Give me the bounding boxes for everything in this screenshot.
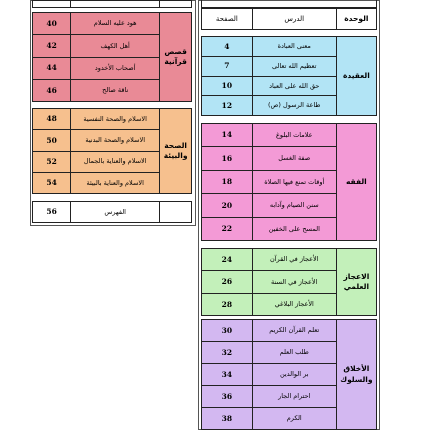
table-row: [33, 13, 192, 35]
page-cell: 54: [33, 172, 71, 193]
page-cell: 38: [202, 408, 253, 430]
page-cell: 30: [202, 320, 253, 342]
lesson-cell: علامات البلوغ: [252, 124, 336, 147]
lesson-cell: حق الله على العباد: [252, 76, 336, 96]
page-cell: 28: [202, 293, 253, 315]
lesson-cell: طلب العلم: [252, 342, 336, 364]
unit-cell: قصص قرآنية: [160, 13, 192, 102]
table-row: [202, 249, 377, 271]
lesson-cell: المسح على الخفين: [252, 217, 336, 240]
table-row: [33, 109, 192, 130]
lesson-cell: الاسلام والصحة النفسية: [71, 109, 160, 130]
lesson-cell: أوقات تمنع فيها الصلاة: [252, 170, 336, 193]
lesson-cell: الاسلام والعناية بالبيئة: [71, 172, 160, 193]
page-cell: 50: [33, 130, 71, 151]
page-cell: 34: [202, 364, 253, 386]
page-cell: 10: [202, 76, 253, 96]
unit-cell: الصحة والبيئة: [160, 109, 192, 194]
lesson-cell: هود عليه السلام: [71, 13, 160, 35]
page-cell: 14: [202, 124, 253, 147]
unit-cell: [160, 202, 192, 223]
page-cell: 7: [202, 56, 253, 76]
lesson-cell: طاعة الرسول (ص): [252, 96, 336, 116]
section-fiqh: [201, 123, 377, 241]
right-header: [201, 8, 377, 30]
lesson-cell: بر الوالدين: [252, 364, 336, 386]
section-index: [32, 201, 192, 223]
lesson-cell: أهل الكهف: [71, 35, 160, 57]
lesson-cell: صفة الغسل: [252, 147, 336, 170]
lesson-cell: تعظيم الله تعالى: [252, 56, 336, 76]
lesson-cell: ناقة صالح: [71, 79, 160, 101]
section-qasas: [32, 12, 192, 102]
table-row: [202, 320, 377, 342]
unit-cell: الاعجاز العلمي: [336, 249, 376, 316]
lesson-cell: أصحاب الأخدود: [71, 57, 160, 79]
lesson-cell: الأعجاز البلاغي: [252, 293, 336, 315]
lesson-cell: تعلم القرآن الكريم: [252, 320, 336, 342]
page-cell: 42: [33, 35, 71, 57]
page-cell: 52: [33, 151, 71, 172]
page-cell: 44: [33, 57, 71, 79]
table-row: [202, 37, 377, 57]
lesson-cell: الأعجاز في السنة: [252, 271, 336, 293]
page-cell: 4: [202, 37, 253, 57]
section-ijaz: [201, 248, 377, 316]
table-row: [202, 124, 377, 147]
page-cell: 16: [202, 147, 253, 170]
lesson-cell: معنى العبادة: [252, 37, 336, 57]
page-cell: 26: [202, 271, 253, 293]
header-page: الصفحة: [202, 9, 253, 30]
page-cell: 40: [33, 13, 71, 35]
header-lesson: الدرس: [252, 9, 336, 30]
unit-cell: العقيدة: [336, 37, 376, 116]
lesson-cell: سنن الصيام وآدابه: [252, 194, 336, 217]
section-akhlaq: [201, 319, 377, 430]
header-cut-row: [201, 0, 377, 8]
page-cell: 22: [202, 217, 253, 240]
unit-cell: الفقه: [336, 124, 376, 241]
page-cell: 46: [33, 79, 71, 101]
unit-cell: الأخلاق والسلوك: [336, 320, 376, 430]
header-unit: الوحدة: [336, 9, 376, 30]
page-cell: 36: [202, 386, 253, 408]
lesson-cell: احترام الجار: [252, 386, 336, 408]
page-cell: 24: [202, 249, 253, 271]
lesson-cell: الاسلام والعناية بالجمال: [71, 151, 160, 172]
page-cell: 18: [202, 170, 253, 193]
page-cell: 32: [202, 342, 253, 364]
page-cell: 56: [33, 202, 71, 223]
page-cell: 12: [202, 96, 253, 116]
section-aqeeda: [201, 36, 377, 116]
page-cell: 20: [202, 194, 253, 217]
lesson-cell: الأعجاز في القرآن: [252, 249, 336, 271]
lesson-cell: الفهرس: [71, 202, 160, 223]
lesson-cell: الكرم: [252, 408, 336, 430]
page-cell: 48: [33, 109, 71, 130]
lesson-cell: الاسلام والصحة البدنية: [71, 130, 160, 151]
left-header-cut: [32, 0, 192, 8]
section-health: [32, 108, 192, 194]
table-row: [33, 202, 192, 223]
